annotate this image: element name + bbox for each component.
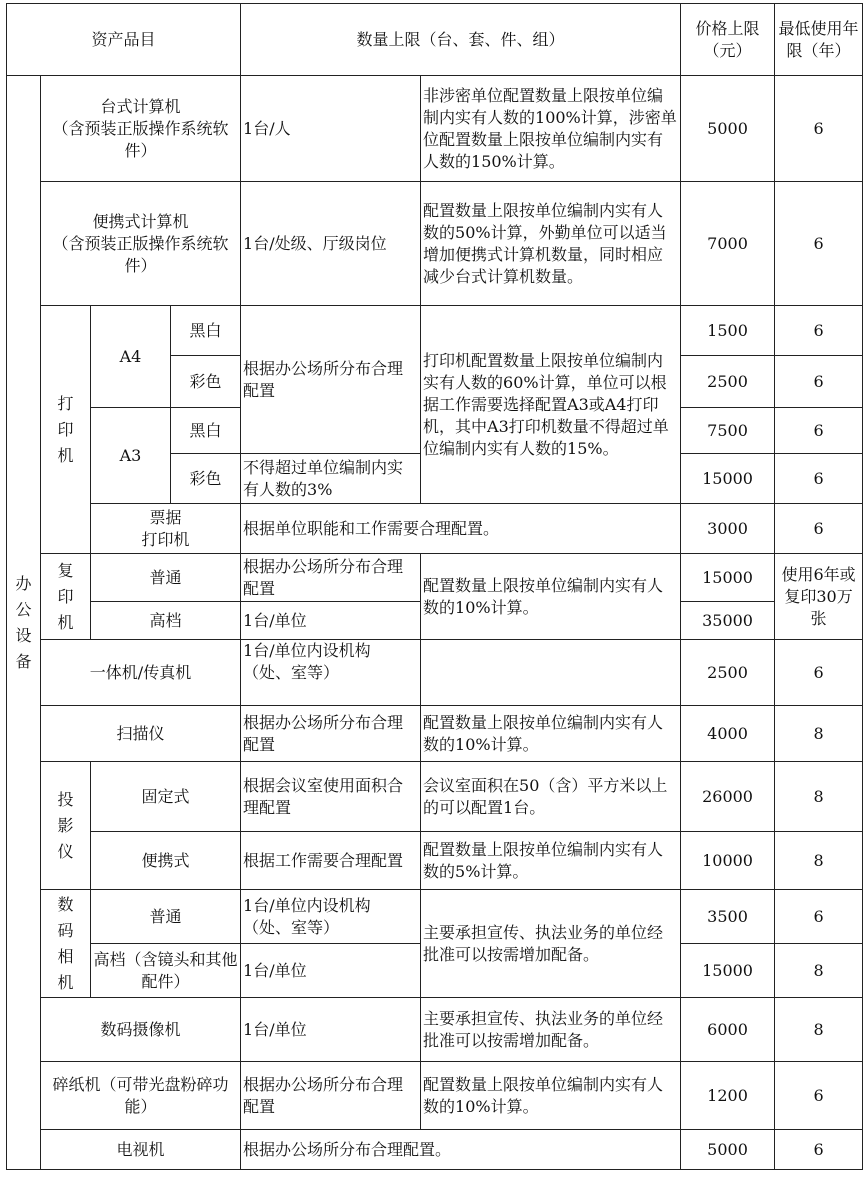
printer-a3-color-years: 6 (775, 454, 863, 504)
camcorder-years: 8 (775, 998, 863, 1062)
tv-name: 电视机 (41, 1130, 241, 1170)
camera-high-qty: 1台/单位 (241, 944, 421, 998)
projector-fixed-name: 固定式 (91, 762, 241, 832)
asset-table (6, 3, 863, 1170)
copier-high-price: 35000 (681, 602, 775, 640)
desktop-name: 台式计算机 （含预装正版操作系统软件） (41, 76, 241, 182)
tv-qty: 根据办公场所分布合理配置。 (241, 1130, 681, 1170)
copier-normal-name: 普通 (91, 554, 241, 602)
table-row (7, 706, 863, 762)
header-min-years: 最低使用年限（年） (775, 4, 863, 76)
desktop-years: 6 (775, 76, 863, 182)
printer-a3-label: A3 (91, 408, 171, 504)
camera-note: 主要承担宣传、执法业务的单位经批准可以按需增加配备。 (421, 890, 681, 998)
table-row (7, 504, 863, 554)
table-row (7, 306, 863, 356)
projector-label: 投影仪 (41, 762, 91, 890)
projector-fixed-qty: 根据会议室使用面积合理配置 (241, 762, 421, 832)
printer-a3-bw-label: 黑白 (171, 408, 241, 454)
printer-label: 打印机 (41, 306, 91, 554)
laptop-note: 配置数量上限按单位编制内实有人数的50%计算，外勤单位可以适当增加便携式计算机数量，同时相应减少台式计算机数量。 (421, 182, 681, 306)
table-row (7, 832, 863, 890)
tv-price: 5000 (681, 1130, 775, 1170)
printer-a3-color-qty: 不得超过单位编制内实有人数的3% (241, 454, 421, 504)
desktop-price: 5000 (681, 76, 775, 182)
printer-a4-bw-years: 6 (775, 306, 863, 356)
fax-qty: 1台/单位内设机构（处、室等） (241, 640, 421, 706)
camera-high-name: 高档（含镜头和其他配件） (91, 944, 241, 998)
projector-portable-note: 配置数量上限按单位编制内实有人数的5%计算。 (421, 832, 681, 890)
laptop-qty: 1台/处级、厅级岗位 (241, 182, 421, 306)
copier-high-qty: 1台/单位 (241, 602, 421, 640)
table-row (7, 890, 863, 944)
shredder-price: 1200 (681, 1062, 775, 1130)
camcorder-qty: 1台/单位 (241, 998, 421, 1062)
projector-fixed-years: 8 (775, 762, 863, 832)
desktop-qty: 1台/人 (241, 76, 421, 182)
table-row (7, 76, 863, 182)
table-row (7, 998, 863, 1062)
camera-label: 数码相机 (41, 890, 91, 998)
tv-years: 6 (775, 1130, 863, 1170)
header-quantity-limit: 数量上限（台、套、件、组） (241, 4, 681, 76)
printer-a3-bw-price: 7500 (681, 408, 775, 454)
table-row (7, 1130, 863, 1170)
scanner-years: 8 (775, 706, 863, 762)
camera-normal-name: 普通 (91, 890, 241, 944)
camera-high-years: 8 (775, 944, 863, 998)
printer-a4-color-label: 彩色 (171, 356, 241, 408)
ticket-printer-price: 3000 (681, 504, 775, 554)
printer-a4-label: A4 (91, 306, 171, 408)
fax-name: 一体机/传真机 (41, 640, 241, 706)
desktop-note: 非涉密单位配置数量上限按单位编制内实有人数的100%计算，涉密单位配置数量上限按单位编制内实有人数的150%计算。 (421, 76, 681, 182)
table-row (7, 554, 863, 602)
header-price-limit: 价格上限（元） (681, 4, 775, 76)
group-label: 办公设备 (7, 76, 41, 1170)
copier-normal-price: 15000 (681, 554, 775, 602)
printer-a3-color-label: 彩色 (171, 454, 241, 504)
camcorder-note: 主要承担宣传、执法业务的单位经批准可以按需增加配备。 (421, 998, 681, 1062)
fax-price: 2500 (681, 640, 775, 706)
projector-fixed-price: 26000 (681, 762, 775, 832)
shredder-name: 碎纸机（可带光盘粉碎功能） (41, 1062, 241, 1130)
table-row (7, 182, 863, 306)
printer-a4-color-price: 2500 (681, 356, 775, 408)
copier-normal-qty: 根据办公场所分布合理配置 (241, 554, 421, 602)
printer-a4-color-years: 6 (775, 356, 863, 408)
scanner-qty: 根据办公场所分布合理配置 (241, 706, 421, 762)
fax-years: 6 (775, 640, 863, 706)
camcorder-name: 数码摄像机 (41, 998, 241, 1062)
printer-a4-bw-label: 黑白 (171, 306, 241, 356)
table-row (7, 640, 863, 706)
printer-a3-color-price: 15000 (681, 454, 775, 504)
shredder-qty: 根据办公场所分布合理配置 (241, 1062, 421, 1130)
shredder-years: 6 (775, 1062, 863, 1130)
scanner-name: 扫描仪 (41, 706, 241, 762)
copier-years: 使用6年或复印30万张 (775, 554, 863, 640)
shredder-note: 配置数量上限按单位编制内实有人数的10%计算。 (421, 1062, 681, 1130)
camera-normal-price: 3500 (681, 890, 775, 944)
copier-note: 配置数量上限按单位编制内实有人数的10%计算。 (421, 554, 681, 640)
printer-qty-shared: 根据办公场所分布合理配置 (241, 306, 421, 454)
ticket-printer-years: 6 (775, 504, 863, 554)
ticket-printer-qty: 根据单位职能和工作需要合理配置。 (241, 504, 681, 554)
projector-portable-price: 10000 (681, 832, 775, 890)
table-row (7, 1062, 863, 1130)
laptop-years: 6 (775, 182, 863, 306)
fax-note (421, 640, 681, 706)
laptop-price: 7000 (681, 182, 775, 306)
projector-portable-qty: 根据工作需要合理配置 (241, 832, 421, 890)
projector-portable-years: 8 (775, 832, 863, 890)
printer-a4-bw-price: 1500 (681, 306, 775, 356)
printer-a3-bw-years: 6 (775, 408, 863, 454)
table-row (7, 762, 863, 832)
printer-note: 打印机配置数量上限按单位编制内实有人数的60%计算，单位可以根据工作需要选择配置A3或A4打印机，其中A3打印机数量不得超过单位编制内实有人数的15%。 (421, 306, 681, 504)
scanner-price: 4000 (681, 706, 775, 762)
copier-high-name: 高档 (91, 602, 241, 640)
ticket-printer-name: 票据 打印机 (91, 504, 241, 554)
scanner-note: 配置数量上限按单位编制内实有人数的10%计算。 (421, 706, 681, 762)
camera-high-price: 15000 (681, 944, 775, 998)
header-category: 资产品目 (7, 4, 241, 76)
laptop-name: 便携式计算机 （含预装正版操作系统软件） (41, 182, 241, 306)
camcorder-price: 6000 (681, 998, 775, 1062)
projector-portable-name: 便携式 (91, 832, 241, 890)
projector-fixed-note: 会议室面积在50（含）平方米以上的可以配置1台。 (421, 762, 681, 832)
header-row (7, 4, 863, 76)
camera-normal-qty: 1台/单位内设机构（处、室等） (241, 890, 421, 944)
camera-normal-years: 6 (775, 890, 863, 944)
copier-label: 复印机 (41, 554, 91, 640)
